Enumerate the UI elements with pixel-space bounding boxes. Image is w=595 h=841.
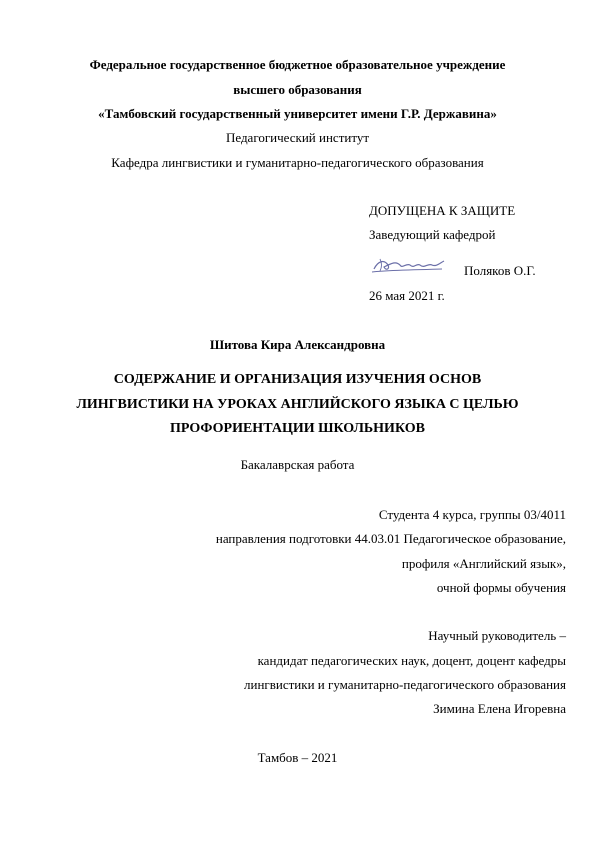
approval-position: Заведующий кафедрой: [369, 227, 496, 242]
study-form: очной формы обучения: [436, 580, 566, 595]
student-profile: профиля «Английский язык»,: [401, 556, 566, 571]
institution-line-1: Федеральное государственное бюджетное образовательное учреждение: [89, 57, 506, 72]
thesis-title-line-1: СОДЕРЖАНИЕ И ОРГАНИЗАЦИЯ ИЗУЧЕНИЯ ОСНОВ: [113, 372, 482, 387]
department-name: Кафедра лингвистики и гуманитарно-педагогического образования: [111, 155, 484, 170]
supervisor-degree: кандидат педагогических наук, доцент, доцент кафедры: [257, 653, 566, 668]
author-name: Шитова Кира Александровна: [209, 337, 386, 352]
institution-line-2: высшего образования: [233, 82, 362, 97]
student-direction: направления подготовки 44.03.01 Педагогическое образование,: [215, 531, 566, 546]
university-name: «Тамбовский государственный университет имени Г.Р. Державина»: [98, 106, 497, 121]
work-type: Бакалаврская работа: [240, 457, 355, 472]
supervisor-department: лингвистики и гуманитарно-педагогического образования: [244, 677, 566, 692]
supervisor-label: Научный руководитель –: [428, 628, 566, 643]
supervisor-name: Зимина Елена Игоревна: [433, 701, 566, 716]
approval-date: 26 мая 2021 г.: [369, 288, 445, 303]
institute-name: Педагогический институт: [225, 130, 370, 145]
thesis-title-line-2: ЛИНГВИСТИКИ НА УРОКАХ АНГЛИЙСКОГО ЯЗЫКА С ЦЕЛЬЮ: [76, 397, 519, 412]
signature-image: [370, 253, 448, 277]
thesis-title-line-3: ПРОФОРИЕНТАЦИИ ШКОЛЬНИКОВ: [170, 421, 425, 436]
approval-status: ДОПУЩЕНА К ЗАЩИТЕ: [369, 203, 516, 218]
student-course: Студента 4 курса, группы 03/4011: [378, 507, 566, 522]
approver-name: Поляков О.Г.: [464, 263, 536, 278]
city-year: Тамбов – 2021: [257, 750, 338, 765]
